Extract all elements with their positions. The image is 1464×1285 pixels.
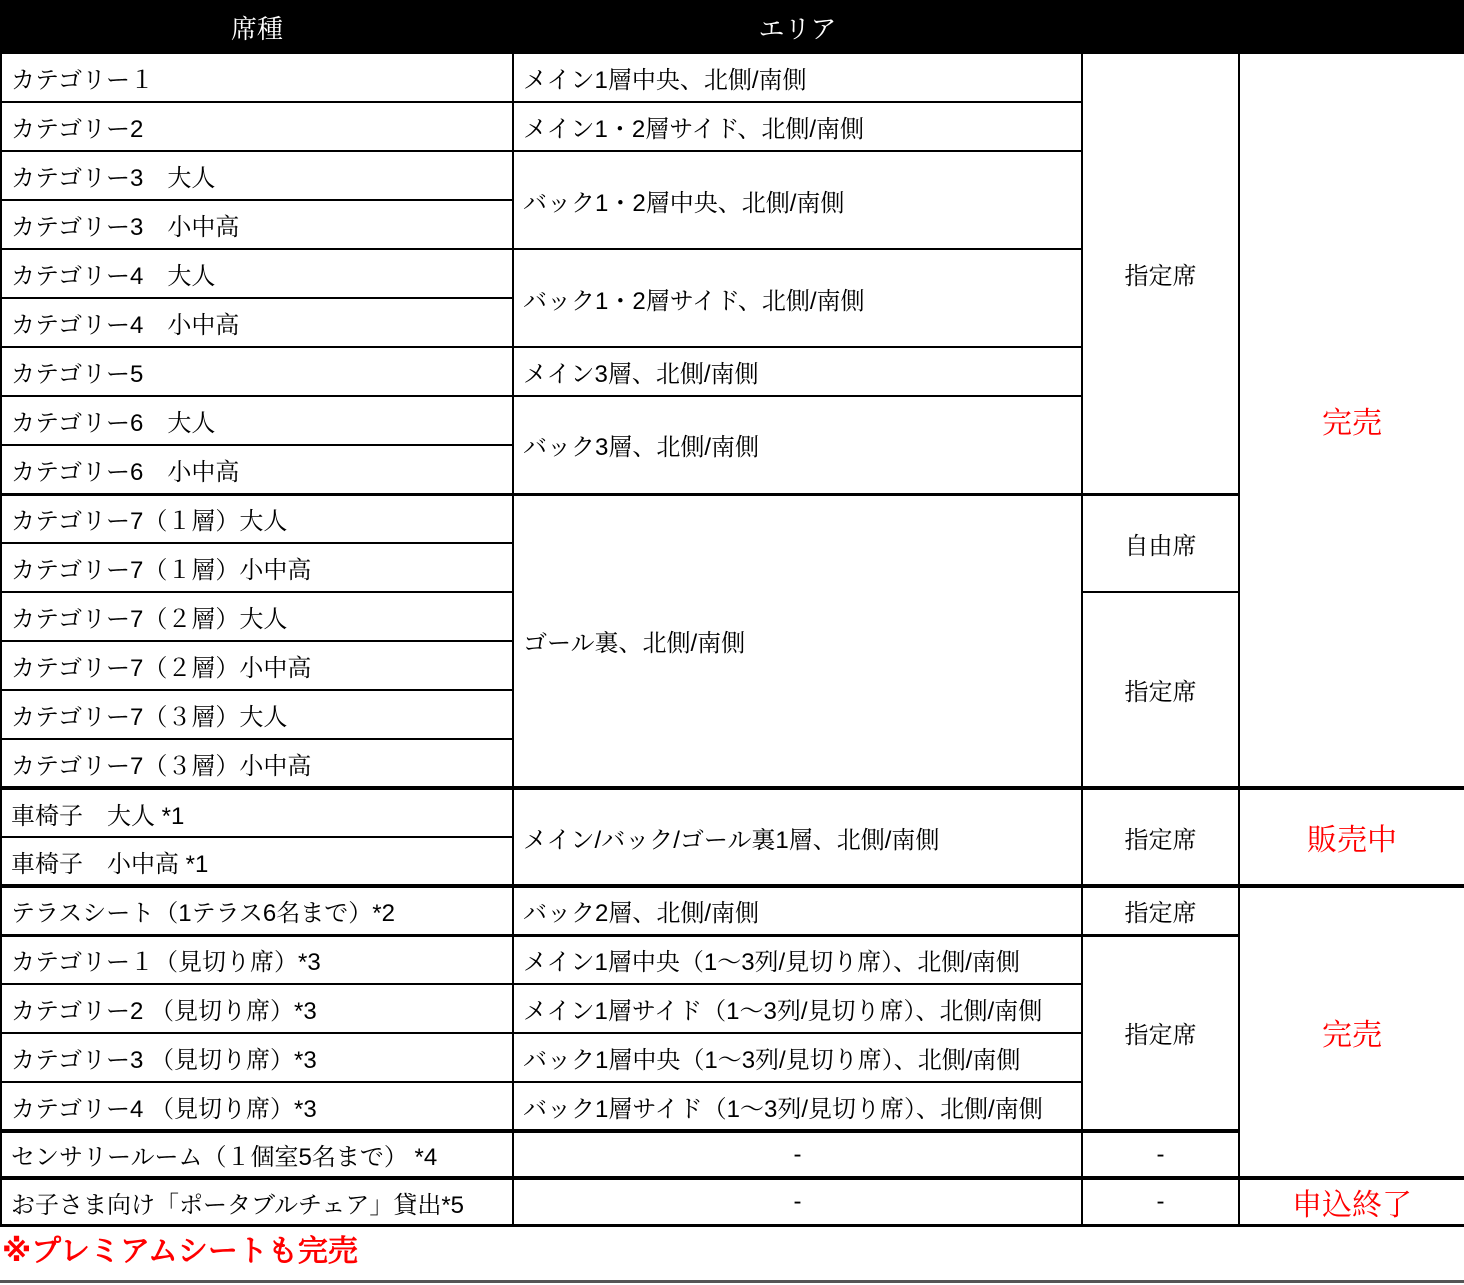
seat-cell: カテゴリー7（３層）小中高 xyxy=(1,739,513,788)
seat-cell: カテゴリー3 （見切り席）*3 xyxy=(1,1033,513,1082)
area-cell: バック2層、北側/南側 xyxy=(513,886,1082,935)
seat-cell: カテゴリー2 （見切り席）*3 xyxy=(1,984,513,1033)
seat-cell: お子さま向け「ポータブルチェア」貸出*5 xyxy=(1,1178,513,1226)
status-cell-soldout-1: 完売 xyxy=(1239,53,1464,788)
header-area: エリア xyxy=(513,1,1082,53)
seat-type-cell: 指定席 xyxy=(1082,935,1239,1131)
area-cell: ゴール裏、北側/南側 xyxy=(513,494,1082,788)
premium-seats-soldout-note: ※プレミアムシートも完売 xyxy=(2,1235,358,1268)
area-cell-dash: - xyxy=(513,1131,1082,1178)
area-cell: バック3層、北側/南側 xyxy=(513,396,1082,494)
header-seat-type: 席種 xyxy=(1,1,513,53)
table-row xyxy=(1,53,1464,102)
area-cell: メイン/バック/ゴール裏1層、北側/南側 xyxy=(513,788,1082,886)
area-cell: メイン3層、北側/南側 xyxy=(513,347,1082,396)
seat-cell: センサリールーム（１個室5名まで） *4 xyxy=(1,1131,513,1178)
seat-cell: カテゴリー4 大人 xyxy=(1,249,513,298)
seat-type-cell-free: 自由席 xyxy=(1082,494,1239,592)
area-cell: メイン1層中央（1～3列/見切り席）、北側/南側 xyxy=(513,935,1082,984)
seat-cell: カテゴリー2 xyxy=(1,102,513,151)
table-row-terrace xyxy=(1,886,1464,935)
seat-cell: カテゴリー4 （見切り席）*3 xyxy=(1,1082,513,1131)
seat-type-cell: 指定席 xyxy=(1082,886,1239,935)
seat-cell: 車椅子 大人 *1 xyxy=(1,788,513,837)
seat-type-cell: 指定席 xyxy=(1082,788,1239,886)
seat-cell: カテゴリー5 xyxy=(1,347,513,396)
header-row xyxy=(1,1,1464,53)
seat-cell: カテゴリー7（２層）小中高 xyxy=(1,641,513,690)
status-cell-soldout-2: 完売 xyxy=(1239,886,1464,1178)
bottom-divider xyxy=(0,1280,1464,1283)
seat-cell: カテゴリー3 大人 xyxy=(1,151,513,200)
seat-type-cell: 指定席 xyxy=(1082,592,1239,788)
area-cell: メイン1層サイド（1～3列/見切り席）、北側/南側 xyxy=(513,984,1082,1033)
table-row-portable-chair xyxy=(1,1178,1464,1226)
seat-type-cell-dash: - xyxy=(1082,1131,1239,1178)
seat-cell: カテゴリー4 小中高 xyxy=(1,298,513,347)
area-cell: バック1層サイド（1～3列/見切り席）、北側/南側 xyxy=(513,1082,1082,1131)
seat-cell: カテゴリー7（１層）小中高 xyxy=(1,543,513,592)
area-cell: バック1層中央（1～3列/見切り席）、北側/南側 xyxy=(513,1033,1082,1082)
seat-cell: テラスシート（1テラス6名まで）*2 xyxy=(1,886,513,935)
seat-cell: カテゴリー7（３層）大人 xyxy=(1,690,513,739)
seat-cell: カテゴリー6 大人 xyxy=(1,396,513,445)
seat-type-cell: 指定席 xyxy=(1082,53,1239,494)
seat-cell: カテゴリー3 小中高 xyxy=(1,200,513,249)
header-status xyxy=(1239,1,1464,53)
area-cell: バック1・2層サイド、北側/南側 xyxy=(513,249,1082,347)
seat-cell: カテゴリー6 小中高 xyxy=(1,445,513,494)
seat-cell: 車椅子 小中高 *1 xyxy=(1,837,513,886)
seat-cell: カテゴリー7（１層）大人 xyxy=(1,494,513,543)
area-cell-dash: - xyxy=(513,1178,1082,1226)
seat-cell: カテゴリー１（見切り席）*3 xyxy=(1,935,513,984)
area-cell: メイン1・2層サイド、北側/南側 xyxy=(513,102,1082,151)
header-seating xyxy=(1082,1,1239,53)
status-cell-onsale: 販売中 xyxy=(1239,788,1464,886)
table-row-wheelchair xyxy=(1,788,1464,837)
seat-cell: カテゴリー7（２層）大人 xyxy=(1,592,513,641)
area-cell: メイン1層中央、北側/南側 xyxy=(513,53,1082,102)
seat-cell: カテゴリー１ xyxy=(1,53,513,102)
status-cell-closed: 申込終了 xyxy=(1239,1178,1464,1226)
area-cell: バック1・2層中央、北側/南側 xyxy=(513,151,1082,249)
seat-type-cell-dash: - xyxy=(1082,1178,1239,1226)
